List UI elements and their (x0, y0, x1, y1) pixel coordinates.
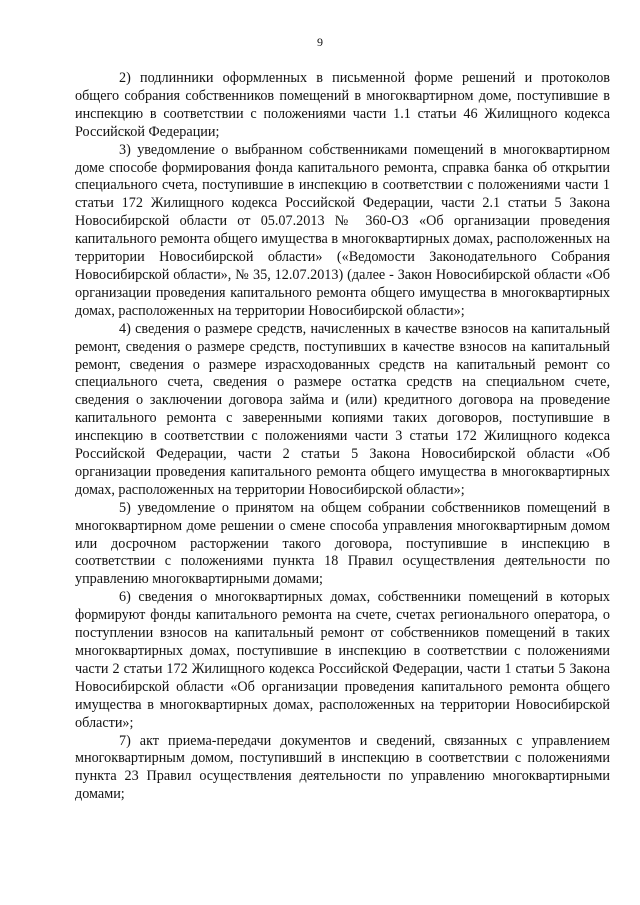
page-number: 9 (317, 35, 323, 49)
paragraph-item-6: 6) сведения о многоквартирных домах, собственники помещений в которых формируют фонды капитального ремонта на счете, счетах регионального оператора, о поступлении взносов на капитальный ремонт от собственников помещений в таких многоквартирных домах, поступившие в инспекцию в соответствии с положениями части 2 статьи 172 Жилищного кодекса Российской Федерации, части 1 статьи 5 Закона Новосибирской области «Об организации проведения капитального ремонта общего имущества в многоквартирных домах, расположенных на территории Новосибирской области»; (75, 589, 610, 731)
paragraph-item-3: 3) уведомление о выбранном собственниками помещений в многоквартирном доме способе формирования фонда капитального ремонта, справка банка об открытии специального счета, поступившие в инспекцию в соответствии с положениями части 1 статьи 172 Жилищного кодекса Российской Федерации, части 2.1 статьи 5 Закона Новосибирской области от 05.07.2013 № 360-ОЗ «Об организации проведения капитального ремонта общего имущества в многоквартирных домах, расположенных на территории Новосибирской области» («Ведомости Законодательного Собрания Новосибирской области», № 35, 12.07.2013) (далее - Закон Новосибирской области «Об организации проведения капитального ремонта общего имущества в многоквартирных домах, расположенных на территории Новосибирской области»; (75, 141, 610, 319)
paragraph-item-2: 2) подлинники оформленных в письменной форме решений и протоколов общего собрания собственников помещений в многоквартирном доме, поступившие в инспекцию в соответствии с положениями части 1.1 статьи 46 Жилищного кодекса Российской Федерации; (75, 70, 610, 140)
paragraph-item-4: 4) сведения о размере средств, начисленных в качестве взносов на капитальный ремонт, сведения о размере средств, поступивших в качестве взносов на капитальный ремонт, сведения о размере израсходованных средств на капитальный ремонт со специального счета, сведения о размере остатка средств на специальном счете, сведения о заключении договора займа и (или) кредитного договора на проведение капитального ремонта с заверенными копиями таких договоров, поступившие в инспекцию в соответствии с положениями части 3 статьи 172 Жилищного кодекса Российской Федерации, части 2 статьи 5 Закона Новосибирской области «Об организации проведения капитального ремонта общего имущества в многоквартирных домах, расположенных на территории Новосибирской области»; (75, 320, 610, 498)
document-body (75, 70, 610, 804)
paragraph-item-5: 5) уведомление о принятом на общем собрании собственников помещений в многоквартирном доме решении о смене способа управления многоквартирным домом или досрочном расторжении такого договора, поступившие в инспекцию в соответствии с положениями пункта 18 Правил осуществления деятельности по управлению многоквартирными домами; (75, 499, 610, 588)
paragraph-item-7: 7) акт приема-передачи документов и сведений, связанных с управлением многоквартирным домом, поступивший в инспекцию в соответствии с положениями пункта 23 Правил осуществления деятельности по управлению многоквартирными домами; (75, 732, 610, 803)
